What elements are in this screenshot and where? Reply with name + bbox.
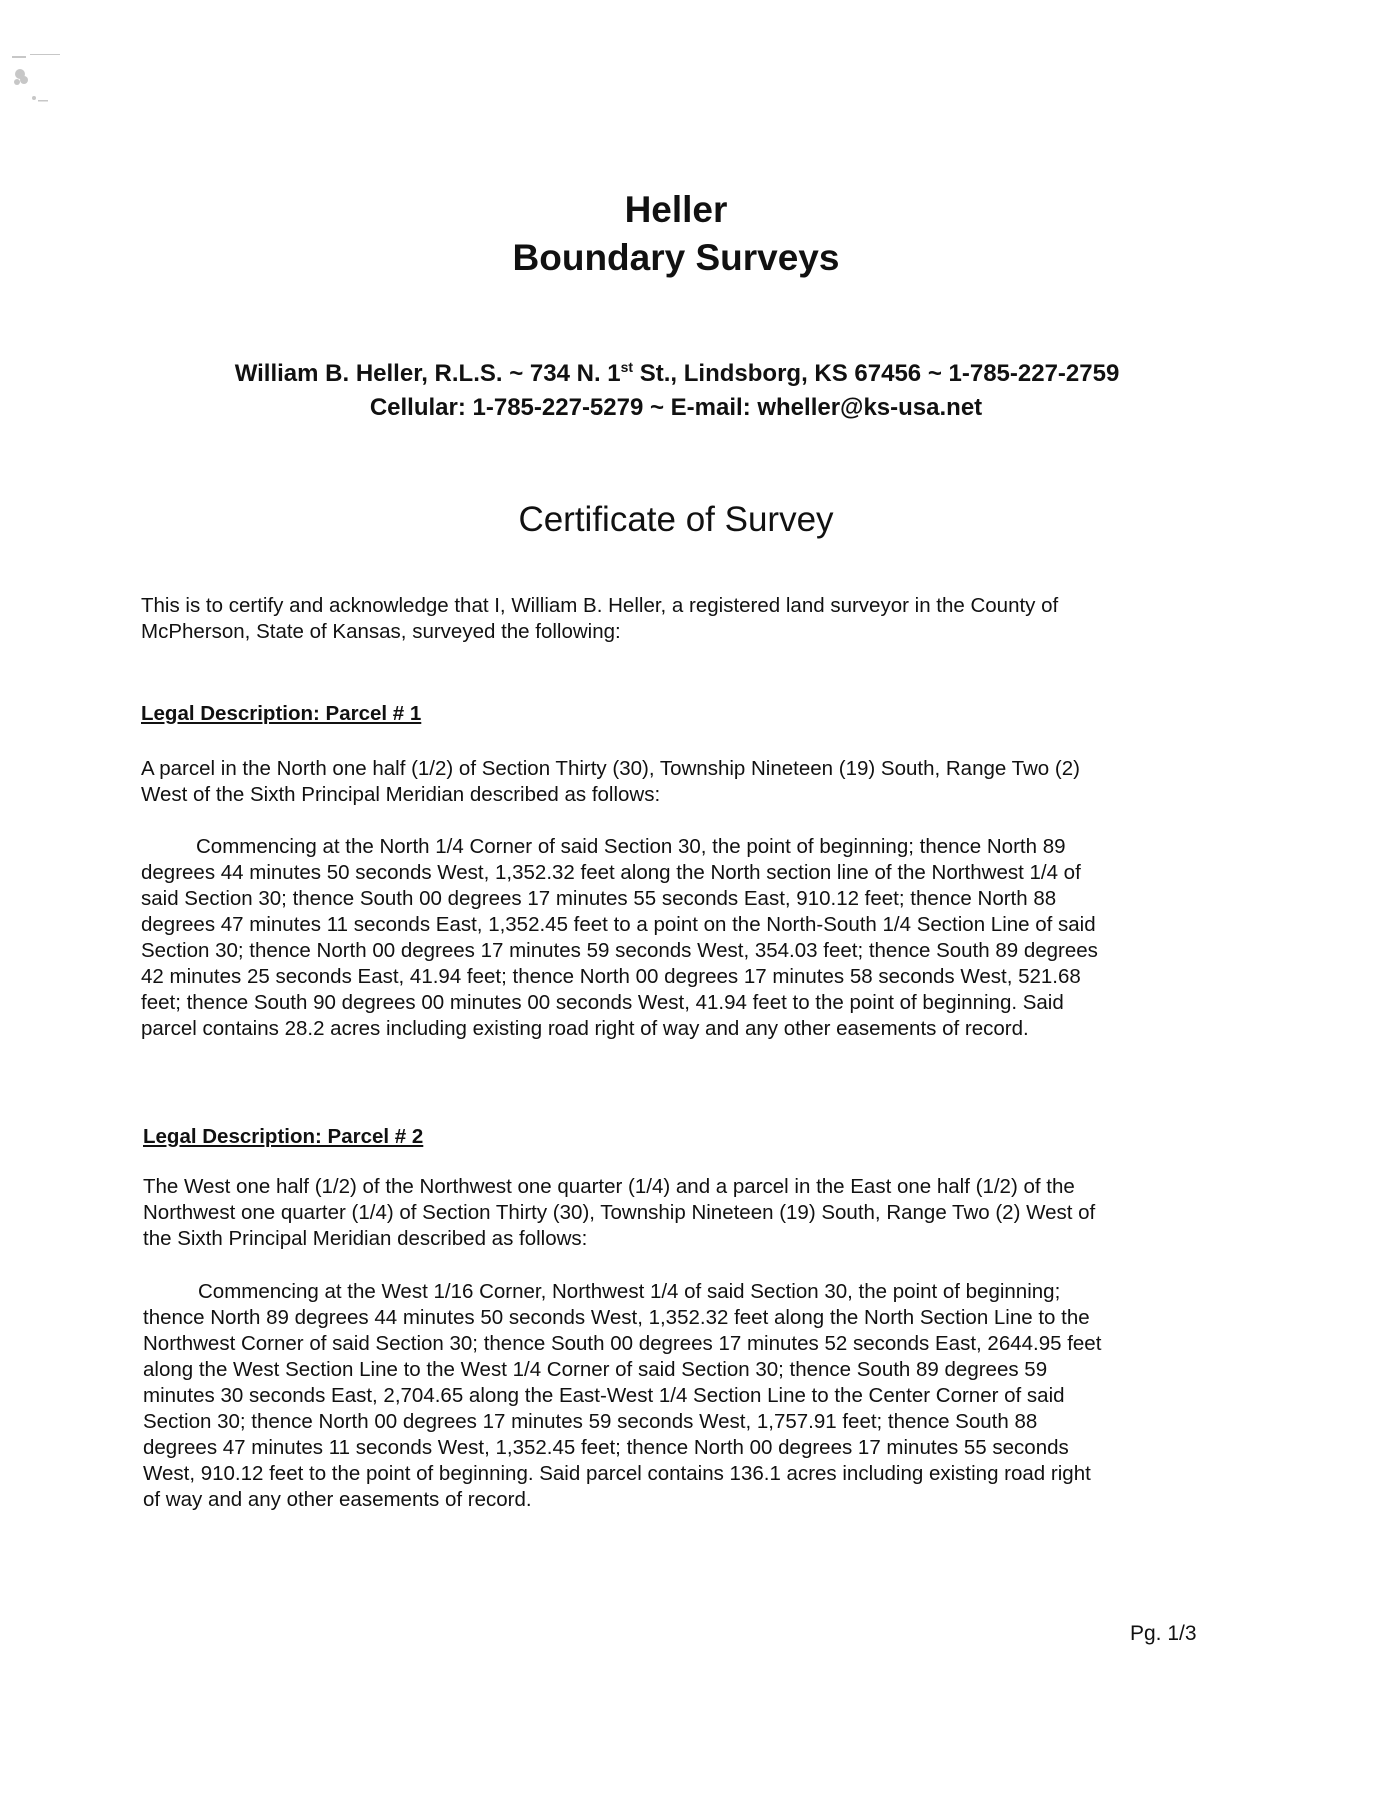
parcel2-description-line: of way and any other easements of record. <box>143 1488 532 1511</box>
company-name: Heller <box>624 189 728 230</box>
parcel1-summary <box>141 756 1226 808</box>
parcel2-description-line: West, 910.12 feet to the point of beginning. Said parcel contains 136.1 acres including existing road right <box>143 1462 1091 1485</box>
parcel2-description-line: Northwest Corner of said Section 30; thence South 00 degrees 17 minutes 52 seconds East, 2644.95 feet <box>143 1332 1102 1355</box>
parcel1-heading: Legal Description: Parcel # 1 <box>141 702 422 725</box>
parcel1-description-line: degrees 44 minutes 50 seconds West, 1,352.32 feet along the North section line of the Northwest 1/4 of <box>141 861 1081 884</box>
parcel2-summary-line: The West one half (1/2) of the Northwest one quarter (1/4) and a parcel in the East one half (1/2) of the <box>143 1175 1075 1198</box>
parcel2-description-line: minutes 30 seconds East, 2,704.65 along the East-West 1/4 Section Line to the Center Corner of said <box>143 1384 1065 1407</box>
intro-line: McPherson, State of Kansas, surveyed the following: <box>141 620 621 643</box>
company-tagline: Boundary Surveys <box>512 237 840 278</box>
contact-address-part2: St., Lindsborg, KS 67456 ~ 1-785-227-2759 <box>633 360 1120 387</box>
parcel1-summary-line: West of the Sixth Principal Meridian described as follows: <box>141 783 661 806</box>
parcel2-description-line: thence North 89 degrees 44 minutes 50 seconds West, 1,352.32 feet along the North Section Line to the <box>143 1306 1090 1329</box>
parcel1-description-line: said Section 30; thence South 00 degrees 17 minutes 55 seconds East, 910.12 feet; thence North 88 <box>141 887 1057 910</box>
parcel2-description-line: Commencing at the West 1/16 Corner, Northwest 1/4 of said Section 30, the point of beginning; <box>198 1280 1061 1303</box>
contact-cell-email: Cellular: 1-785-227-5279 ~ E-mail: wheller@ks-usa.net <box>369 394 983 421</box>
parcel1-description-line: parcel contains 28.2 acres including existing road right of way and any other easements of record. <box>141 1017 1029 1040</box>
parcel1-description-line: feet; thence South 90 degrees 00 minutes 00 seconds West, 41.94 feet to the point of beginning. Said <box>141 991 1064 1014</box>
parcel1-description <box>141 834 1226 1042</box>
parcel2-heading: Legal Description: Parcel # 2 <box>143 1125 424 1148</box>
certificate-title: Certificate of Survey <box>518 500 834 539</box>
contact-address-superscript: st <box>620 359 634 375</box>
parcel2-summary <box>143 1174 1228 1252</box>
parcel2-description-line: Section 30; thence North 00 degrees 17 minutes 59 seconds West, 1,757.91 feet; thence South 88 <box>143 1410 1038 1433</box>
parcel2-description-line: degrees 47 minutes 11 seconds West, 1,352.45 feet; thence North 00 degrees 17 minutes 55 seconds <box>143 1436 1069 1459</box>
intro-paragraph <box>141 593 1226 645</box>
scan-artifact <box>8 50 103 130</box>
parcel2-summary-line: the Sixth Principal Meridian described as follows: <box>143 1227 588 1250</box>
contact-address <box>1 358 1353 390</box>
parcel1-summary-line: A parcel in the North one half (1/2) of Section Thirty (30), Township Nineteen (19) South, Range Two (2) <box>141 757 1080 780</box>
page-number: Pg. 1/3 <box>1130 1622 1197 1645</box>
parcel1-description-line: Section 30; thence North 00 degrees 17 minutes 59 seconds West, 354.03 feet; thence South 89 degrees <box>141 939 1098 962</box>
parcel2-summary-line: Northwest one quarter (1/4) of Section Thirty (30), Township Nineteen (19) South, Range Two (2) West of <box>143 1201 1096 1224</box>
intro-line: This is to certify and acknowledge that I, William B. Heller, a registered land surveyor in the County of <box>141 594 1059 617</box>
parcel2-description-line: along the West Section Line to the West 1/4 Corner of said Section 30; thence South 89 degrees 59 <box>143 1358 1048 1381</box>
parcel1-description-line: Commencing at the North 1/4 Corner of said Section 30, the point of beginning; thence North 89 <box>196 835 1066 858</box>
parcel1-description-line: degrees 47 minutes 11 seconds East, 1,352.45 feet to a point on the North-South 1/4 Section Line of said <box>141 913 1096 936</box>
parcel1-description-line: 42 minutes 25 seconds East, 41.94 feet; thence North 00 degrees 17 minutes 58 seconds West, 521.68 <box>141 965 1081 988</box>
parcel2-description <box>143 1279 1228 1513</box>
contact-address-part1: William B. Heller, R.L.S. ~ 734 N. 1 <box>234 360 621 387</box>
